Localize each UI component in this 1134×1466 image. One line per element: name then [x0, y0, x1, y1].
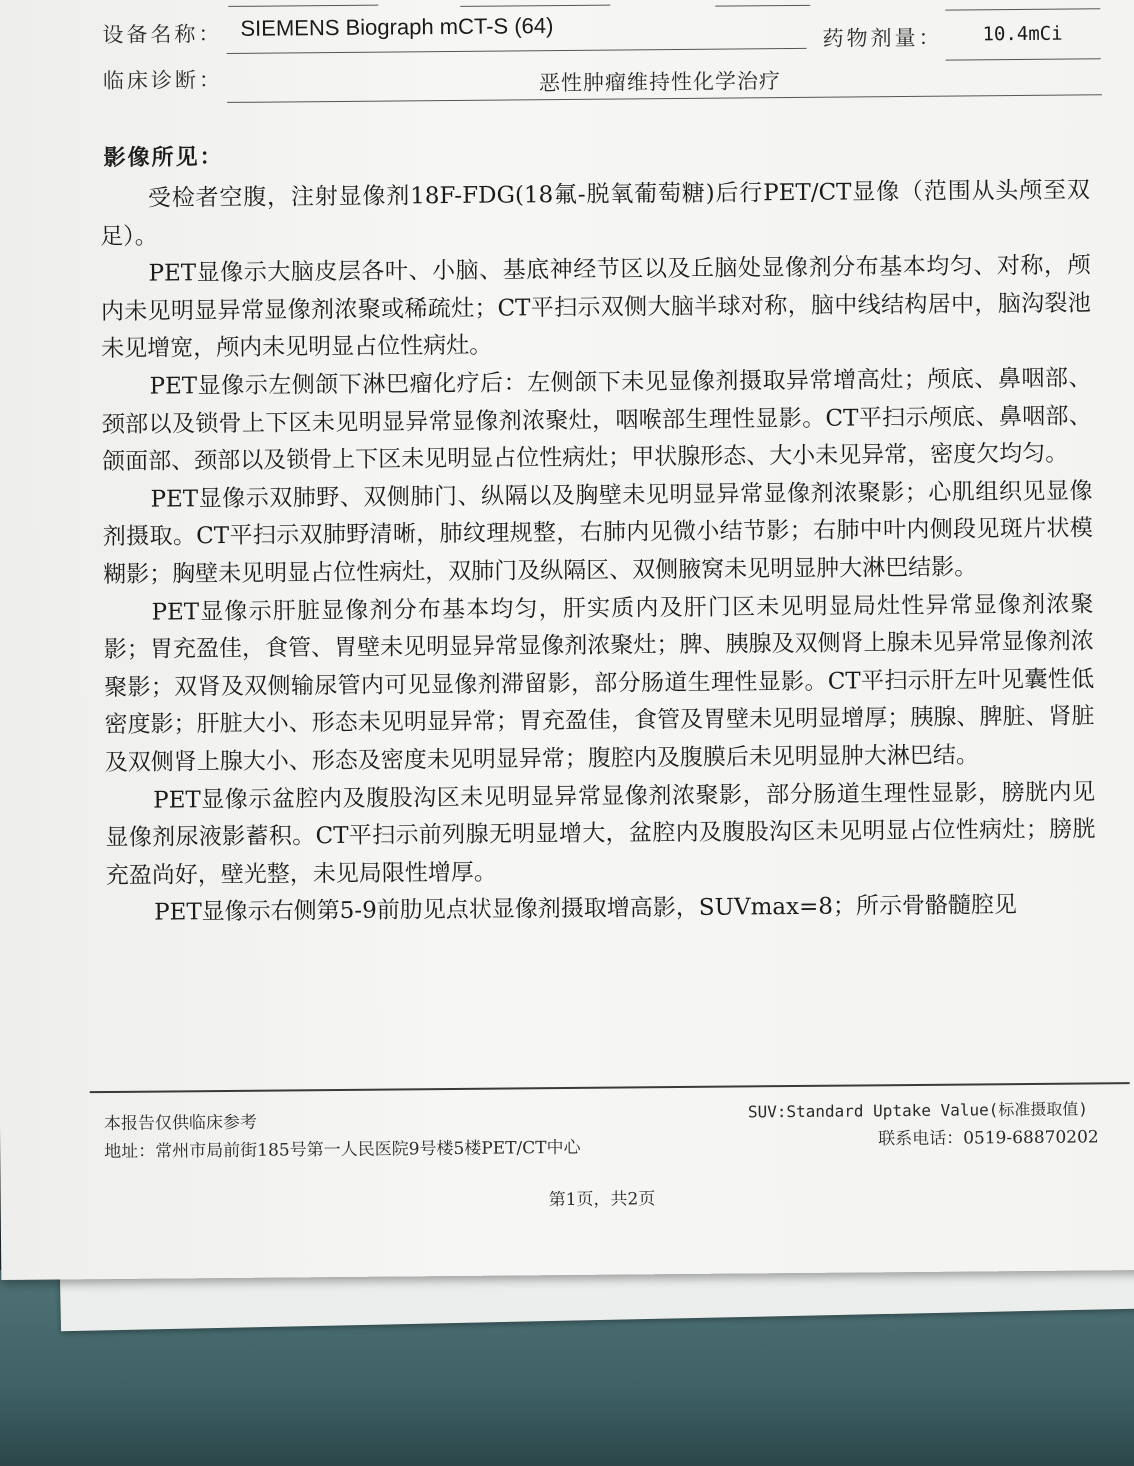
finding-paragraph: PET显像示双肺野、双侧肺门、纵隔以及胸壁未见明显异常显像剂浓聚影；心肌组织见显像剂摄取。CT平扫示双肺野清晰，肺纹理规整，右肺内见微小结节影；右肺中叶内侧段见斑片状模糊影；胸壁未见明显占位性病灶，双肺门及纵隔区、双侧腋窝未见明显肿大淋巴结影。 [102, 478, 1093, 588]
footer-disclaimer: 本报告仅供临床参考 [103, 1112, 258, 1135]
finding-paragraph: PET显像示肝脏显像剂分布基本均匀，肝实质内及肝门区未见明显局灶性异常显像剂浓聚影；胃充盈佳，食管、胃壁未见明显异常显像剂浓聚灶；脾、胰腺及双侧肾上腺未见异常显像剂浓聚影；双肾及双侧输尿管内可见显像剂滞留影，部分肠道生理性显影。CT平扫示肝左叶见囊性低密度影；肝脏大小、形态未见明显异常；胃充盈佳，食管及胃壁未见明显增厚；胰腺、脾脏、肾脏及双侧肾上腺大小、形态及密度未见明显异常；腹腔内及腹膜后未见明显肿大淋巴结。 [103, 590, 1095, 776]
page-number: 第1页，共2页 [548, 1189, 656, 1211]
footer-phone: 联系电话：0519-68870202 [878, 1127, 1099, 1150]
findings-title: 影像所见： [103, 143, 224, 172]
finding-paragraph: 受检者空腹，注射显像剂18F-FDG(18氟-脱氧葡萄糖)后行PET/CT显像（范围从头颅至双足）。 [100, 177, 1090, 250]
dose-label: 药物剂量： [822, 25, 943, 51]
diagnosis-value: 恶性肿瘤维持性化学治疗 [538, 69, 782, 96]
findings-body [100, 172, 1097, 932]
finding-paragraph: PET显像示右侧第5-9前肋见点状显像剂摄取增高影，SUVmax=8；所示骨骼髓腔见 [154, 892, 1018, 926]
finding-paragraph: PET显像示左侧颌下淋巴瘤化疗后：左侧颌下未见显像剂摄取异常增高灶；颅底、鼻咽部、颈部以及锁骨上下区未见明显异常显像剂浓聚灶，咽喉部生理性显影。CT平扫示颅底、鼻咽部、颌面部、颈部以及锁骨上下区未见明显占位性病灶；甲状腺形态、大小未见异常，密度欠均匀。 [101, 365, 1092, 476]
device-value: SIEMENS Biograph mCT-S (64) [240, 13, 554, 41]
finding-paragraph: PET显像示大脑皮层各叶、小脑、基底神经节区以及丘脑处显像剂分布基本均匀、对称，颅内未见明显异常显像剂浓聚或稀疏灶；CT平扫示双侧大脑半球对称，脑中线结构居中，脑沟裂池未见增宽，颅内未见明显占位性病灶。 [100, 252, 1091, 363]
footer-address: 地址：常州市局前街185号第一人民医院9号楼5楼PET/CT中心 [104, 1137, 581, 1163]
footer-divider [90, 1082, 1130, 1093]
dose-value: 10.4mCi [982, 22, 1063, 46]
diagnosis-label: 临床诊断： [102, 67, 223, 94]
device-label: 设备名称： [102, 21, 223, 48]
footer-suv-note: SUV:Standard Uptake Value(标准摄取值) [747, 1099, 1089, 1122]
finding-paragraph: PET显像示盆腔内及腹股沟区未见明显异常显像剂浓聚影，部分肠道生理性显影，膀胱内见显像剂尿液影蓄积。CT平扫示前列腺无明显增大，盆腔内及腹股沟区未见明显占位性病灶；膀胱充盈尚好，壁光整，未见局限性增厚。 [105, 778, 1096, 889]
